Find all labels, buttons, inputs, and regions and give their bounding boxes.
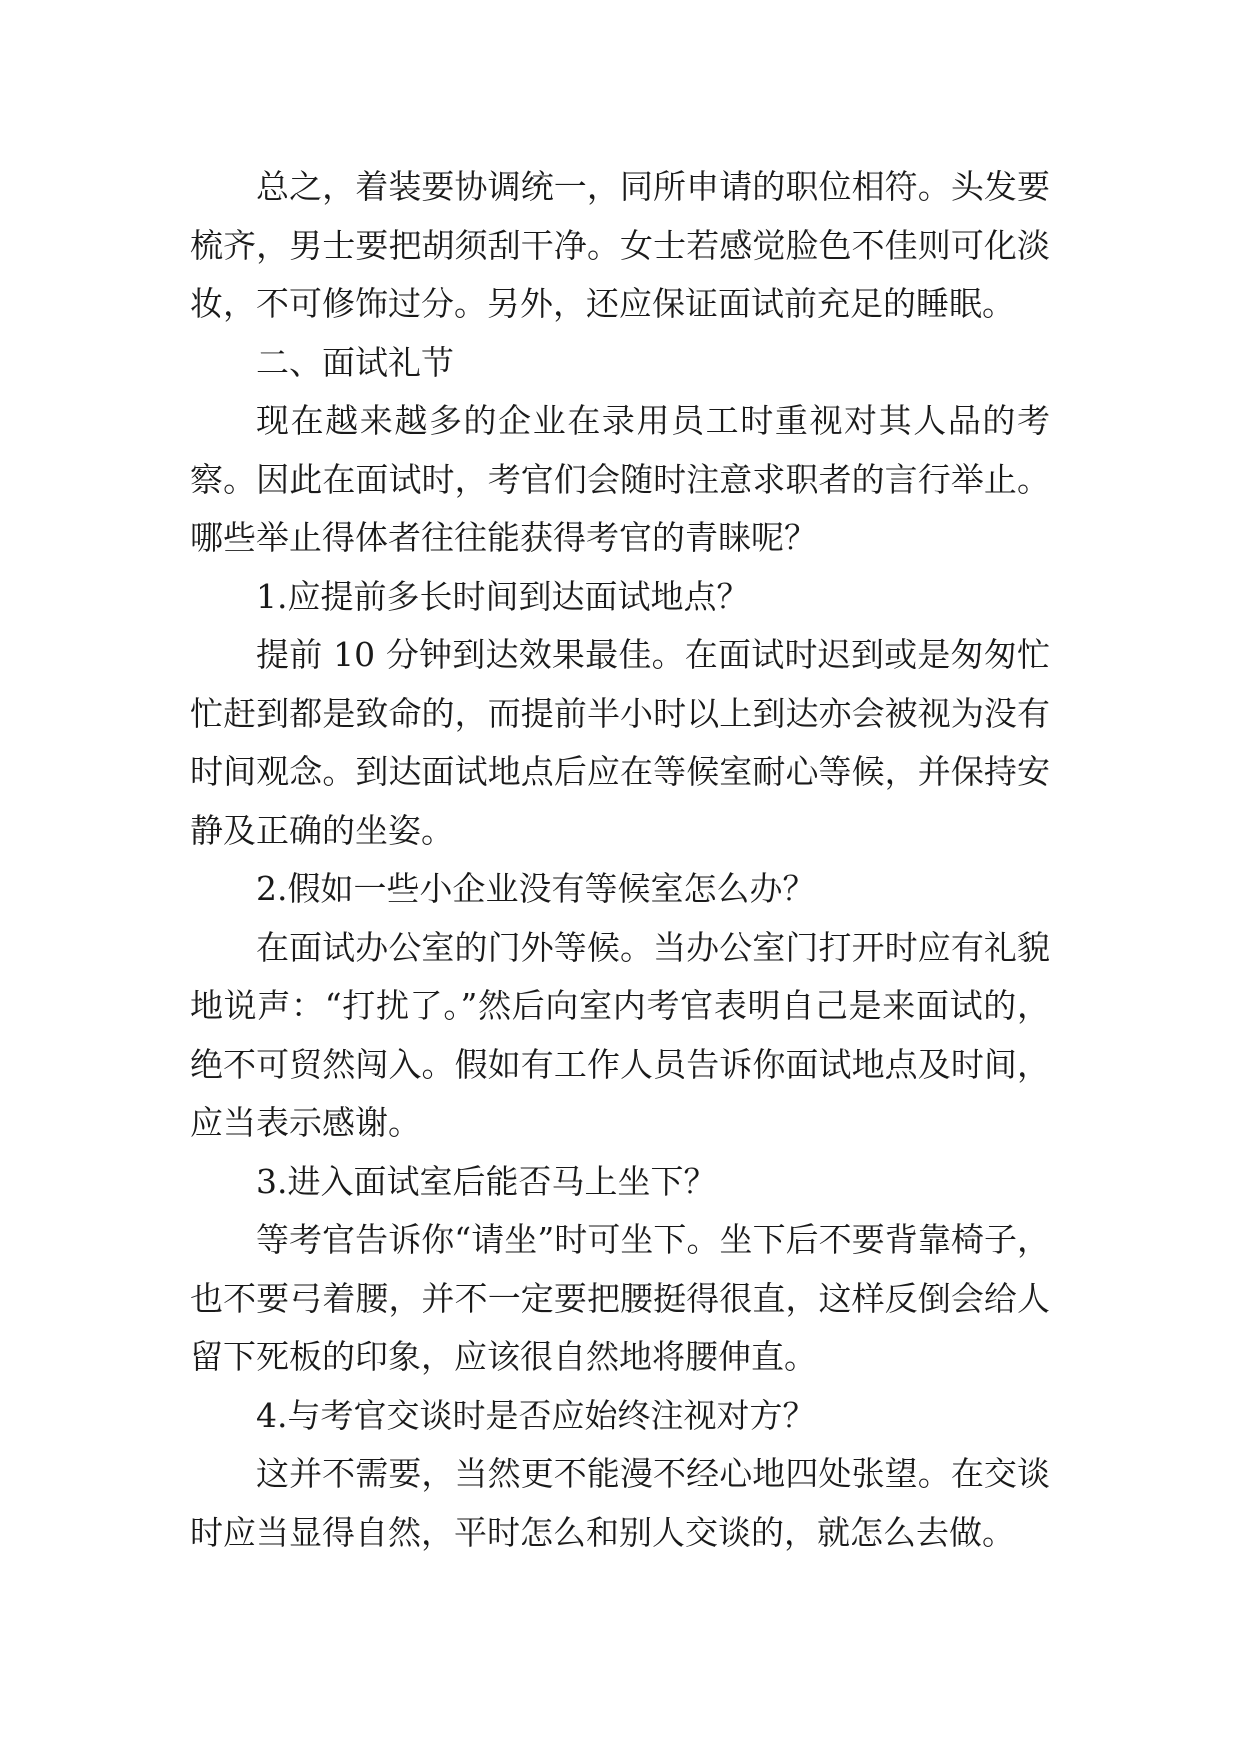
text-line: 忙赶到都是致命的，而提前半小时以上到达亦会被视为没有 (190, 693, 1050, 733)
text-line: 这并不需要，当然更不能漫不经心地四处张望。在交谈 (256, 1454, 1050, 1493)
text-line: 哪些举止得体者往往能获得考官的青睐呢？ (190, 518, 817, 557)
text-line: 地说声：“打扰了。”然后向室内考官表明自己是来面试的， (190, 986, 1050, 1025)
text-line: 察。因此在面试时，考官们会随时注意求职者的言行举止。 (190, 459, 1050, 499)
text-line: 妆，不可修饰过分。另外，还应保证面试前充足的睡眠。 (190, 284, 1015, 323)
text-line: 等考官告诉你“请坐”时可坐下。坐下后不要背靠椅子， (256, 1220, 1050, 1259)
text-line: 也不要弓着腰，并不一定要把腰挺得很直，这样反倒会给人 (190, 1278, 1050, 1318)
text-line: 1.应提前多长时间到达面试地点？ (256, 576, 750, 616)
text-line: 现在越来越多的企业在录用员工时重视对其人品的考 (256, 401, 1050, 440)
text-line: 2.假如一些小企业没有等候室怎么办？ (256, 869, 816, 908)
text-line: 时间观念。到达面试地点后应在等候室耐心等候，并保持安 (190, 752, 1050, 791)
text-line: 时应当显得自然，平时怎么和别人交谈的，就怎么去做。 (190, 1512, 1015, 1552)
text-line: 在面试办公室的门外等候。当办公室门打开时应有礼貌 (256, 927, 1050, 967)
text-line: 应当表示感谢。 (190, 1103, 421, 1142)
text-line: 静及正确的坐姿。 (190, 810, 454, 850)
document-body (190, 158, 1050, 1562)
text-line: 绝不可贸然闯入。假如有工作人员告诉你面试地点及时间， (190, 1044, 1050, 1084)
text-line: 留下死板的印象，应该很自然地将腰伸直。 (190, 1337, 817, 1376)
text-line: 提前 10 分钟到达效果最佳。在面试时迟到或是匆匆忙 (256, 635, 1050, 674)
text-line: 4.与考官交谈时是否应始终注视对方？ (256, 1395, 816, 1435)
text-line: 梳齐，男士要把胡须刮干净。女士若感觉脸色不佳则可化淡 (190, 225, 1050, 265)
text-line: 3.进入面试室后能否马上坐下？ (256, 1161, 717, 1201)
text-line: 二、面试礼节 (256, 342, 454, 382)
text-line: 总之，着装要协调统一，同所申请的职位相符。头发要 (256, 167, 1050, 206)
